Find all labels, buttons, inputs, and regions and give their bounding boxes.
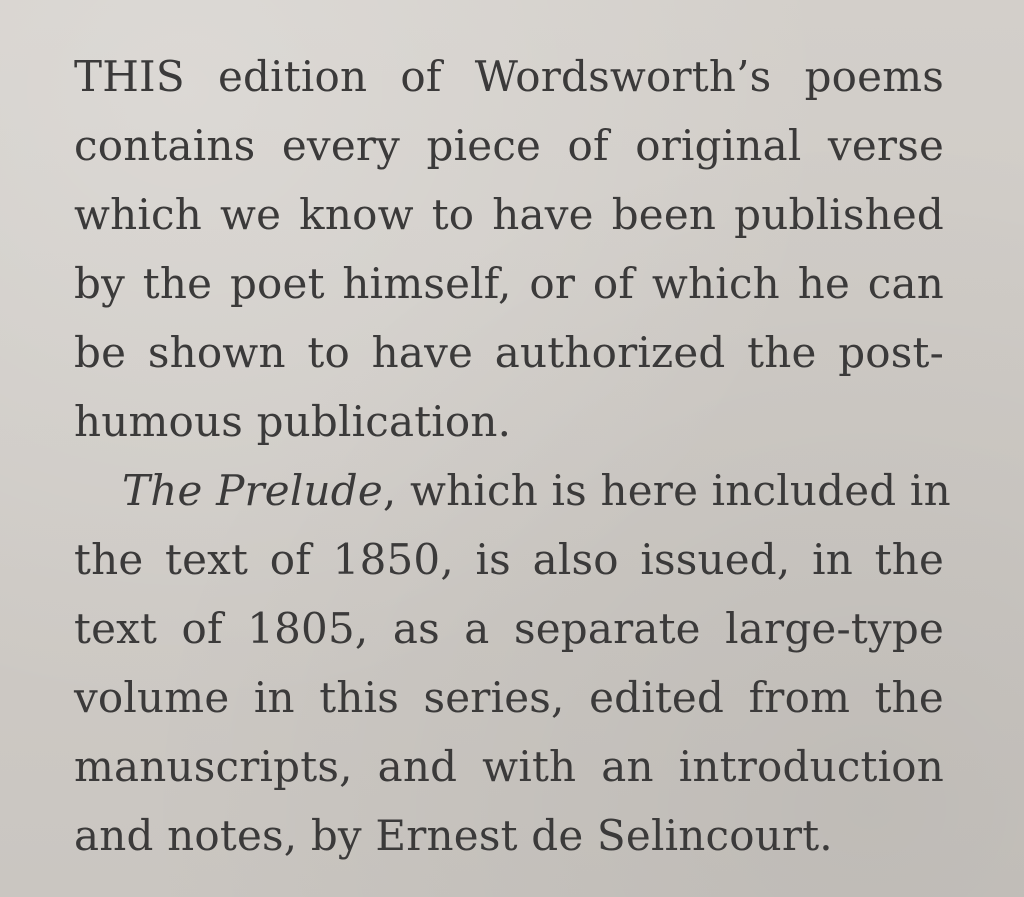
paragraph-1 bbox=[74, 42, 944, 456]
text-line: and notes, by Ernest de Selincourt. bbox=[74, 811, 833, 860]
text-line: text of 1805, as a separate large-type bbox=[74, 604, 944, 653]
page-text bbox=[74, 42, 951, 870]
paragraph-2 bbox=[74, 456, 951, 870]
book-title: The Prelude bbox=[122, 466, 383, 515]
text-fragment: , which is here included in bbox=[382, 466, 951, 515]
text-line bbox=[74, 456, 951, 525]
text-line: contains every piece of original verse bbox=[74, 121, 944, 170]
text-line: be shown to have authorized the post- bbox=[74, 328, 944, 377]
text-line: volume in this series, edited from the bbox=[74, 673, 944, 722]
text-line: the text of 1850, is also issued, in the bbox=[74, 535, 944, 584]
text-line: by the poet himself, or of which he can bbox=[74, 259, 944, 308]
text-line: humous publication. bbox=[74, 397, 512, 446]
text-line: manuscripts, and with an introduction bbox=[74, 742, 944, 791]
text-line: THIS edition of Wordsworth’s poems bbox=[74, 52, 944, 101]
text-line: which we know to have been published bbox=[74, 190, 944, 239]
